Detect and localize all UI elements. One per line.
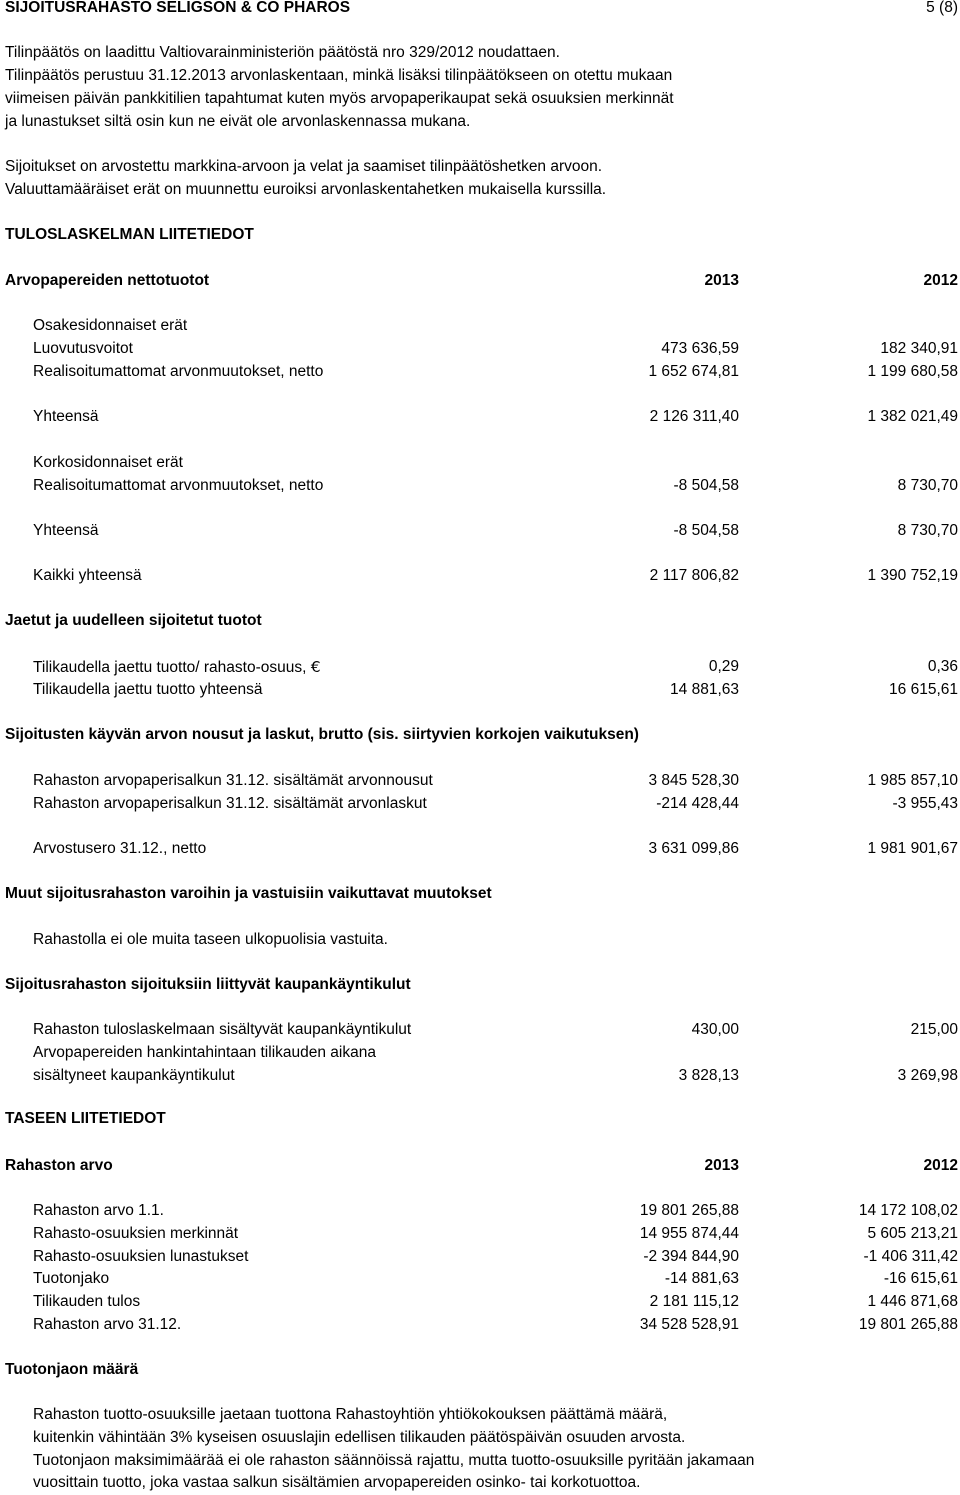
row-value-2013: -8 504,58 <box>673 477 739 494</box>
euro-sign: € <box>310 658 321 676</box>
section-heading-income: TULOSLASKELMAN LIITETIEDOT <box>5 226 254 243</box>
intro-line: Sijoitukset on arvostettu markkina-arvoon ja velat ja saamiset tilinpäätöshetken arvoon. <box>5 158 603 175</box>
row-value-2012: -3 955,43 <box>892 795 958 812</box>
equity-subtitle: Osakesidonnaiset erät <box>33 317 188 334</box>
row-value-2012: 1 981 901,67 <box>867 840 958 857</box>
row-value-2013: -8 504,58 <box>673 522 739 539</box>
intro-line: Tilinpäätös perustuu 31.12.2013 arvonlaskentaan, minkä lisäksi tilinpäätökseen on otettu mukaan <box>5 67 673 84</box>
row-value-2012: 5 605 213,21 <box>867 1225 958 1242</box>
row-value-2013: 2 117 806,82 <box>649 567 739 584</box>
intro-line: Tilinpäätös on laadittu Valtiovarainministeriön päätöstä nro 329/2012 noudattaen. <box>5 44 560 61</box>
row-value-2012: 0,36 <box>927 658 958 675</box>
row-value-2013: -214 428,44 <box>656 795 739 812</box>
row-value-2013: 2 126 311,40 <box>649 408 739 425</box>
row-value-2013: 19 801 265,88 <box>639 1202 739 1219</box>
row-label: Arvostusero 31.12., netto <box>33 840 207 857</box>
distributed-title: Jaetut ja uudelleen sijoitetut tuotot <box>5 612 262 629</box>
row-value-2013: -14 881,63 <box>664 1270 739 1287</box>
year-header-2012: 2012 <box>923 272 958 289</box>
row-value-2013: 3 631 099,86 <box>648 840 739 857</box>
row-value-2013: 14 881,63 <box>670 681 739 698</box>
distribution-text-line: Rahaston tuotto-osuuksille jaetaan tuottona Rahastoyhtiön yhtiökokouksen päättämä määrä, <box>33 1406 668 1423</box>
row-value-2012: 19 801 265,88 <box>858 1316 958 1333</box>
row-label: Rahasto-osuuksien merkinnät <box>33 1225 239 1242</box>
row-value-2013: 14 955 874,44 <box>639 1225 739 1242</box>
intro-line: ja lunastukset siltä osin kun ne eivät ole arvonlaskennassa mukana. <box>5 113 471 130</box>
row-label-text: Tilikaudella jaettu tuotto/ rahasto-osuus, <box>33 659 307 676</box>
row-label: Yhteensä <box>33 522 99 539</box>
intro-line: Valuuttamääräiset erät on muunnettu euroiksi arvonlaskentahetken mukaisella kurssilla. <box>5 181 607 198</box>
row-label: Realisoitumattomat arvonmuutokset, netto <box>33 363 324 380</box>
distribution-title: Tuotonjaon määrä <box>5 1361 139 1378</box>
row-value-2012: 182 340,91 <box>880 340 958 357</box>
year-header-2013: 2013 <box>704 1157 739 1174</box>
row-label: Rahaston arvopaperisalkun 31.12. sisältämät arvonnousut <box>33 772 433 789</box>
row-value-2012: 1 199 680,58 <box>867 363 958 380</box>
row-value-2013: -2 394 844,90 <box>643 1248 739 1265</box>
row-label: Tilikauden tulos <box>33 1293 141 1310</box>
row-value-2013: 34 528 528,91 <box>639 1316 739 1333</box>
row-label: sisältyneet kaupankäyntikulut <box>33 1067 235 1084</box>
row-value-2012: 1 390 752,19 <box>867 567 958 584</box>
row-value-2013: 2 181 115,12 <box>649 1293 739 1310</box>
other-changes-title: Muut sijoitusrahaston varoihin ja vastuisiin vaikuttavat muutokset <box>5 885 492 902</box>
row-value-2012: -1 406 311,42 <box>863 1248 958 1265</box>
row-label: Rahaston tuloslaskelmaan sisältyvät kaupankäyntikulut <box>33 1021 412 1038</box>
row-value-2013: 3 845 528,30 <box>648 772 739 789</box>
row-value-2012: 3 269,98 <box>897 1067 958 1084</box>
row-label: Realisoitumattomat arvonmuutokset, netto <box>33 477 324 494</box>
row-value-2012: 1 382 021,49 <box>867 408 958 425</box>
row-value-2013: 430,00 <box>691 1021 739 1038</box>
row-value-2012: 8 730,70 <box>897 522 958 539</box>
year-header-2012: 2012 <box>923 1157 958 1174</box>
row-value-2013: 3 828,13 <box>678 1067 739 1084</box>
other-changes-text: Rahastolla ei ole muita taseen ulkopuolisia vastuita. <box>33 931 388 948</box>
row-value-2012: 16 615,61 <box>889 681 958 698</box>
distribution-text-line: vuosittain tuotto, joka vastaa salkun sisältämien arvopapereiden osinko- tai korkotuottoa. <box>33 1474 641 1491</box>
row-value-2012: 14 172 108,02 <box>858 1202 958 1219</box>
distribution-text-line: Tuotonjaon maksimimäärää ei ole rahaston säännöissä rajattu, mutta tuotto-osuuksille pyritään jakamaan <box>33 1452 755 1469</box>
row-value-2012: 1 985 857,10 <box>867 772 958 789</box>
row-label: Yhteensä <box>33 408 99 425</box>
row-label: Rahaston arvopaperisalkun 31.12. sisältämät arvonlaskut <box>33 795 427 812</box>
intro-line: viimeisen päivän pankkitilien tapahtumat kuten myös arvopaperikaupat sekä osuuksien merkinnät <box>5 90 674 107</box>
row-value-2012: 8 730,70 <box>897 477 958 494</box>
document-title: SIJOITUSRAHASTO SELIGSON & CO PHAROS <box>5 0 351 16</box>
fair-value-title: Sijoitusten käyvän arvon nousut ja laskut, brutto (sis. siirtyvien korkojen vaikutuksen) <box>5 726 639 743</box>
row-value-2013: 0,29 <box>708 658 739 675</box>
row-label: Rahasto-osuuksien lunastukset <box>33 1248 249 1265</box>
row-value-2012: 215,00 <box>910 1021 958 1038</box>
row-value-2012: -16 615,61 <box>883 1270 958 1287</box>
row-label: Tuotonjako <box>33 1270 110 1287</box>
net-income-title: Arvopapereiden nettotuotot <box>5 272 210 289</box>
distribution-text-line: kuitenkin vähintään 3% kyseisen osuuslajin edellisen tilikauden päätöspäivän osuuden arvosta. <box>33 1429 686 1446</box>
row-label: Rahaston arvo 1.1. <box>33 1202 164 1219</box>
row-label <box>33 656 321 680</box>
section-heading-balance: TASEEN LIITETIEDOT <box>5 1110 166 1127</box>
year-header-2013: 2013 <box>704 272 739 289</box>
interest-subtitle: Korkosidonnaiset erät <box>33 454 183 471</box>
row-value-2013: 473 636,59 <box>661 340 739 357</box>
trading-costs-title: Sijoitusrahaston sijoituksiin liittyvät kaupankäyntikulut <box>5 976 411 993</box>
row-label: Arvopapereiden hankintahintaan tilikauden aikana <box>33 1044 376 1061</box>
row-value-2013: 1 652 674,81 <box>648 363 739 380</box>
page-number: 5 (8) <box>926 0 958 16</box>
row-label: Rahaston arvo 31.12. <box>33 1316 182 1333</box>
row-value-2012: 1 446 871,68 <box>867 1293 958 1310</box>
row-label: Kaikki yhteensä <box>33 567 142 584</box>
fund-value-title: Rahaston arvo <box>5 1157 113 1174</box>
row-label: Tilikaudella jaettu tuotto yhteensä <box>33 681 263 698</box>
row-label: Luovutusvoitot <box>33 340 133 357</box>
